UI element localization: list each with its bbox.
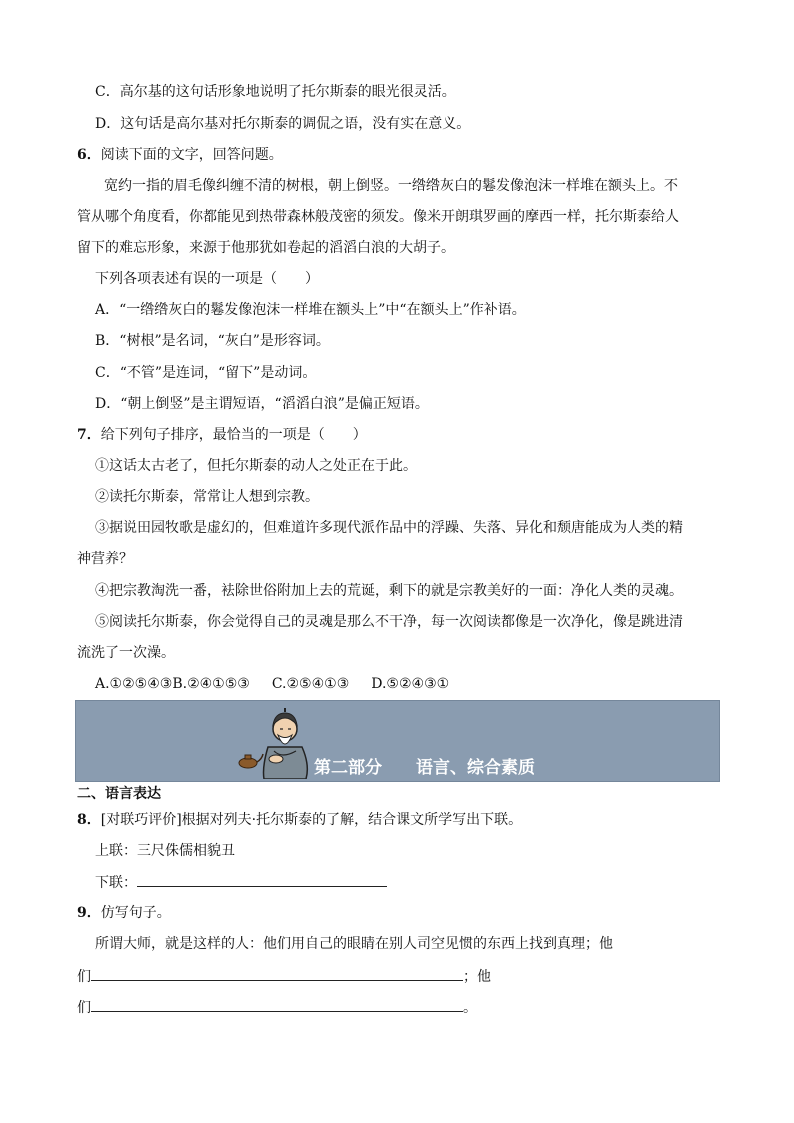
- q9-line-2: [77, 966, 724, 987]
- q9-answer-blank-1[interactable]: [91, 966, 463, 981]
- q6-option-a: A．“一绺绺灰白的鬈发像泡沫一样堆在额头上”中“在额头上”作补语。: [95, 302, 526, 318]
- q7-options: [95, 674, 724, 694]
- q8-answer-blank[interactable]: [137, 872, 387, 887]
- banner-part-title: 语言、综合素质: [416, 758, 535, 778]
- q9-line-3: [77, 997, 724, 1018]
- section-heading: 二、语言表达: [77, 786, 161, 802]
- q7-sentence-3-line-2: 神营养？: [77, 551, 133, 567]
- q6-passage-line-2: 管从哪个角度看，你都能见到热带森林般茂密的须发。像米开朗琪罗画的摩西一样，托尔斯泰给人: [77, 209, 679, 225]
- q9-answer-blank-2[interactable]: [91, 997, 463, 1012]
- q6-passage-line-1: 宽约一指的眉毛像纠缠不清的树根，朝上倒竖。一绺绺灰白的鬈发像泡沫一样堆在额头上。不: [104, 178, 678, 194]
- q5-option-c: C．高尔基的这句话形象地说明了托尔斯泰的眼光很灵活。: [95, 84, 456, 100]
- q8-number: 8．: [77, 812, 101, 828]
- q9-number: 9．: [77, 905, 101, 921]
- q9-line-3-start: 们: [77, 1000, 91, 1016]
- scholar-figure-icon: [236, 707, 326, 779]
- q7-option-b: B.②④①⑤③: [172, 676, 250, 692]
- q6-number: 6．: [77, 147, 101, 163]
- section-banner: [75, 700, 720, 782]
- q7-sentence-3-line-1: ③据说田园牧歌是虚幻的，但难道许多现代派作品中的浮躁、失落、异化和颓唐能成为人类的精: [95, 520, 683, 536]
- q6-option-d: D．“朝上倒竖”是主谓短语，“滔滔白浪”是偏正短语。: [95, 396, 429, 412]
- q7-number: 7．: [77, 427, 101, 443]
- q8-lower-label: 下联：: [95, 875, 137, 891]
- q7-header: [77, 425, 724, 445]
- q6-question: 下列各项表述有误的一项是（ ）: [95, 271, 319, 287]
- q6-option-b: B．“树根”是名词，“灰白”是形容词。: [95, 333, 330, 349]
- q8-lower-couplet: [95, 872, 724, 893]
- q7-sentence-5-line-1: ⑤阅读托尔斯泰，你会觉得自己的灵魂是那么不干净，每一次阅读都像是一次净化，像是跳进清: [95, 614, 683, 630]
- banner-title: [314, 753, 535, 778]
- q6-header: [77, 145, 724, 165]
- q8-header: [77, 810, 724, 830]
- q6-option-c: C．“不管”是连词，“留下”是动词。: [95, 365, 317, 381]
- q6-passage-line-3: 留下的难忘形象，来源于他那犹如卷起的滔滔白浪的大胡子。: [77, 240, 455, 256]
- q9-line-1: 所谓大师，就是这样的人：他们用自己的眼睛在别人司空见惯的东西上找到真理；他: [95, 936, 613, 952]
- q9-line-3-end: 。: [463, 1000, 477, 1016]
- q7-sentence-4: ④把宗教淘洗一番，袪除世俗附加上去的荒诞，剩下的就是宗教美好的一面：净化人类的灵魂。: [95, 583, 683, 599]
- q9-line-2-end: ；他: [463, 969, 491, 985]
- q8-upper-couplet: 上联：三尺侏儒相貌丑: [95, 843, 235, 859]
- banner-part-label: 第二部分: [314, 758, 382, 778]
- q7-prompt: 给下列句子排序，最恰当的一项是（ ）: [100, 427, 367, 443]
- q9-prompt: 仿写句子。: [100, 905, 171, 921]
- q7-option-c: C.②⑤④①③: [271, 676, 350, 692]
- q9-header: [77, 903, 724, 923]
- q6-prompt: 阅读下面的文字，回答问题。: [100, 147, 283, 163]
- q5-option-d: D．这句话是高尔基对托尔斯泰的调侃之语，没有实在意义。: [95, 116, 471, 132]
- q7-sentence-5-line-2: 流洗了一次澡。: [77, 645, 175, 661]
- q9-line-2-start: 们: [77, 969, 91, 985]
- q7-option-a: A.①②⑤④③: [95, 676, 173, 692]
- q7-sentence-1: ①这话太古老了，但托尔斯泰的动人之处正在于此。: [95, 458, 417, 474]
- q8-prompt: [对联巧评价]根据对列夫·托尔斯泰的了解，结合课文所学写出下联。: [100, 812, 523, 828]
- q7-sentence-2: ②读托尔斯泰，常常让人想到宗教。: [95, 489, 319, 505]
- q7-option-d: D.⑤②④③①: [371, 676, 450, 692]
